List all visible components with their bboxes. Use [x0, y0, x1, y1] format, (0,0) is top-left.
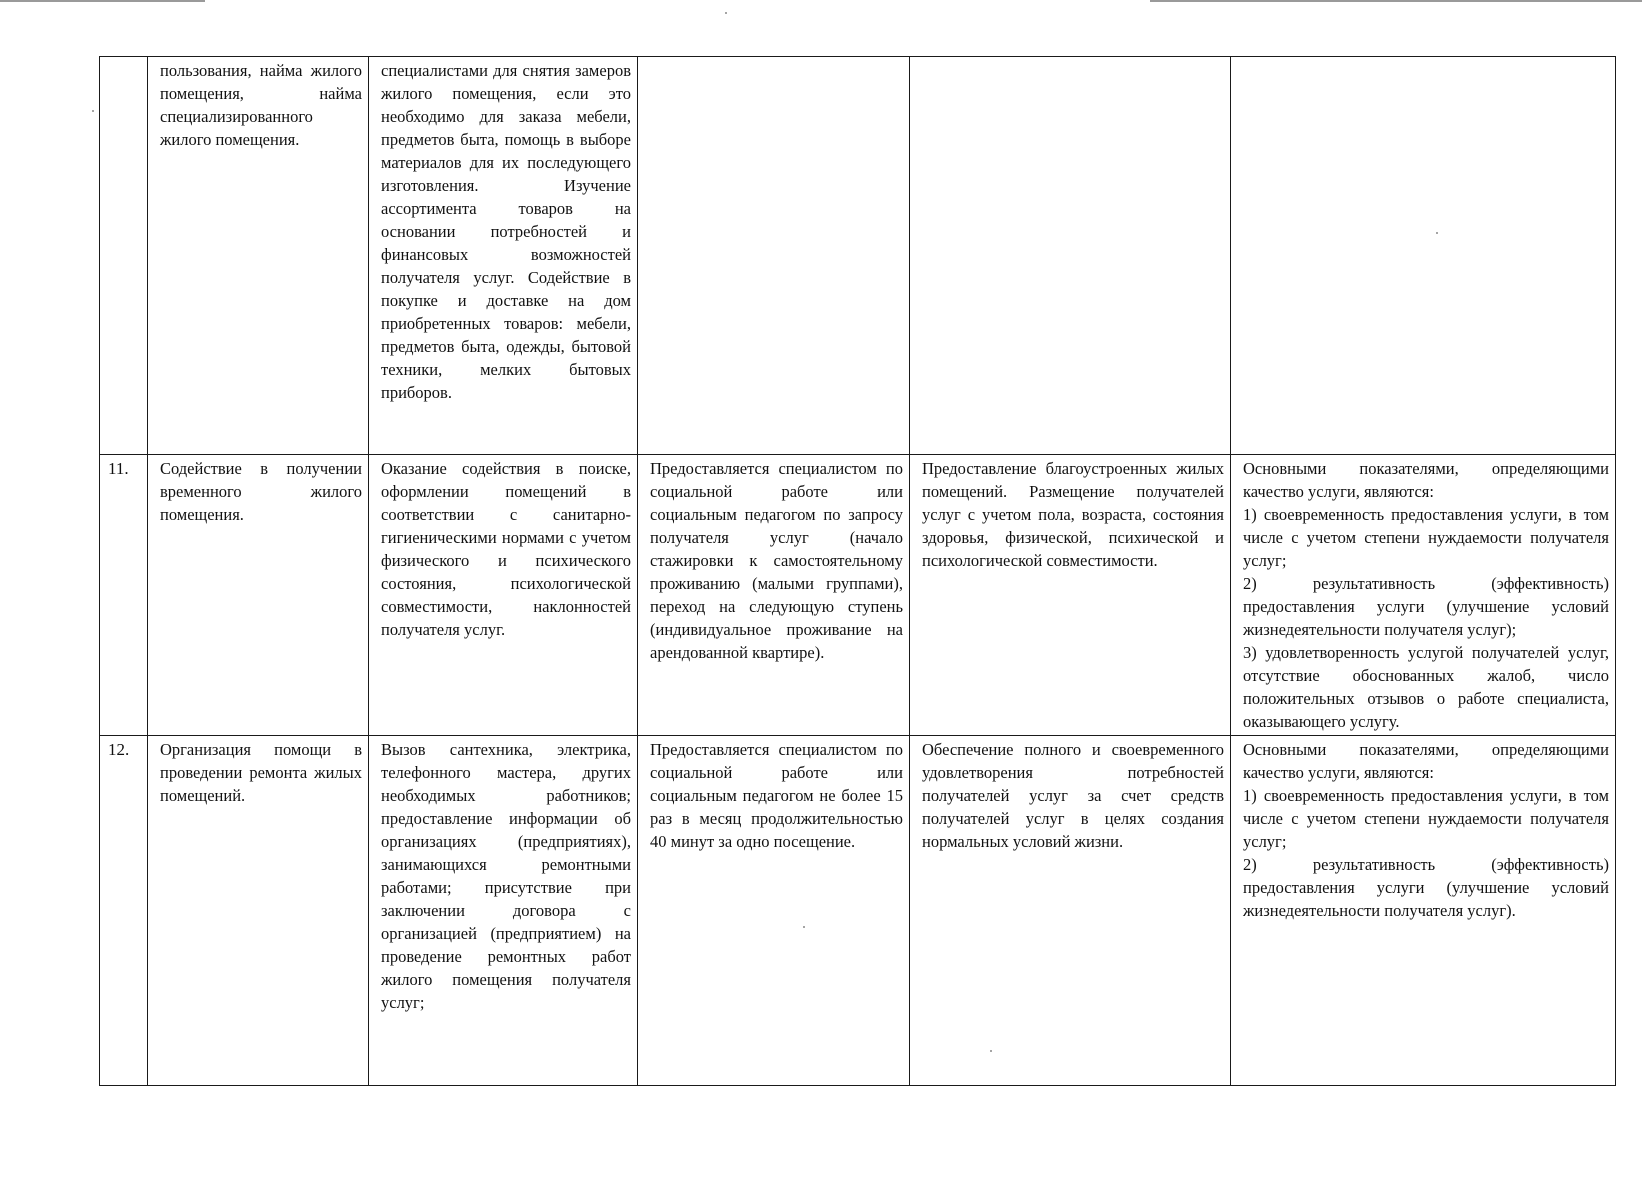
- service-conditions: Обеспечение полного и своевременного удовлетворения потребностей получателей услуг за счет средств получателей услуг в целях создания нормальных условий жизни.: [910, 736, 1231, 1086]
- service-conditions: Предоставление благоустроенных жилых помещений. Размещение получателей услуг с учетом пола, возраста, состояния здоровья, физической, психической и психологической совместимости.: [910, 455, 1231, 736]
- scan-speck: [92, 110, 94, 112]
- scan-edge-top-left: [0, 0, 205, 2]
- service-content: Оказание содействия в поиске, оформлении помещений в соответствии с санитарно-гигиеническими нормами с учетом физического и психического состояния, психологической совместимости, наклонностей получателя услуг.: [369, 455, 638, 736]
- service-name: Организация помощи в проведении ремонта жилых помещений.: [148, 736, 369, 1086]
- scan-edge-top-right: [1150, 0, 1642, 2]
- service-terms: [638, 57, 910, 455]
- row-number: 11.: [100, 455, 148, 736]
- row-number: [100, 57, 148, 455]
- table-row: [100, 455, 1616, 736]
- scan-speck: [725, 12, 727, 14]
- service-content: специалистами для снятия замеров жилого помещения, если это необходимо для заказа мебели, предметов быта, помощь в выборе материалов для их последующего изготовления. Изучение ассортимента товаров на основании потребностей и финансовых возможностей получателя услуг. Содействие в покупке и доставке на дом приобретенных товаров: мебели, предметов быта, одежды, бытовой техники, мелких бытовых приборов.: [369, 57, 638, 455]
- service-quality: Основными показателями, определяющими качество услуги, являются: 1) своевременность предоставления услуги, в том числе с учетом степени нуждаемости получателя услуг; 2) результативность (эффективность) предоставления услуги (улучшение условий жизнедеятельности получателя услуг).: [1231, 736, 1616, 1086]
- service-conditions: [910, 57, 1231, 455]
- table-row: [100, 57, 1616, 455]
- row-number: 12.: [100, 736, 148, 1086]
- service-terms: Предоставляется специалистом по социальной работе или социальным педагогом по запросу получателя услуг (начало стажировки к самостоятельному проживанию (малыми группами), переход на следующую ступень (индивидуальное проживание на арендованной квартире).: [638, 455, 910, 736]
- service-content: Вызов сантехника, электрика, телефонного мастера, других необходимых работников; предоставление информации об организациях (предприятиях), занимающихся ремонтными работами; присутствие при заключении договора с организацией (предприятием) на проведение ремонтных работ жилого помещения получателя услуг;: [369, 736, 638, 1086]
- table-row: [100, 736, 1616, 1086]
- services-table: [99, 56, 1616, 1086]
- service-name: Содействие в получении временного жилого помещения.: [148, 455, 369, 736]
- service-name: пользования, найма жилого помещения, найма специализированного жилого помещения.: [148, 57, 369, 455]
- service-quality: Основными показателями, определяющими качество услуги, являются: 1) своевременность предоставления услуги, в том числе с учетом степени нуждаемости получателя услуг; 2) результативность (эффективность) предоставления услуги (улучшение условий жизнедеятельности получателя услуг); 3) удовлетворенность услугой получателей услуг, отсутствие обоснованных жалоб, число положительных отзывов о работе специалиста, оказывающего услугу.: [1231, 455, 1616, 736]
- service-terms: Предоставляется специалистом по социальной работе или социальным педагогом не более 15 раз в месяц продолжительностью 40 минут за одно посещение.: [638, 736, 910, 1086]
- service-quality: [1231, 57, 1616, 455]
